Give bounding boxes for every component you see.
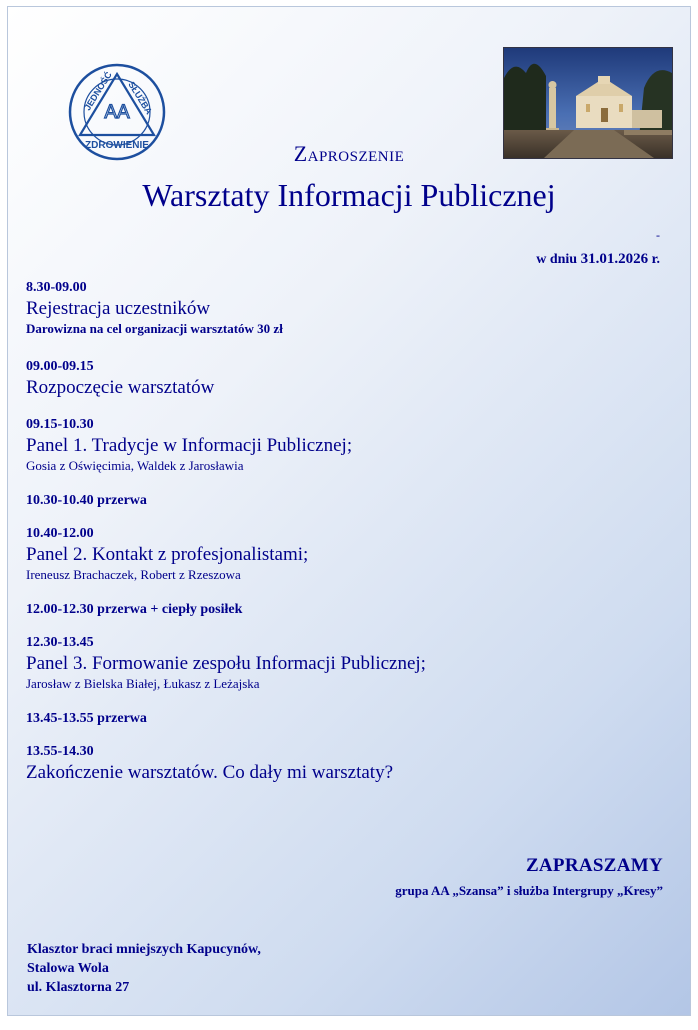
agenda-title: Panel 3. Formowanie zespołu Informacji Publicznej; — [26, 653, 426, 674]
address-line-1: Klasztor braci mniejszych Kapucynów, — [27, 942, 261, 957]
logo-text-right: SŁUŻBA — [126, 79, 155, 117]
agenda-time: 10.30-10.40 przerwa — [26, 493, 147, 508]
agenda-item-opening — [26, 358, 666, 399]
agenda — [26, 279, 666, 784]
agenda-item-break-2 — [26, 710, 666, 727]
agenda-detail: Gosia z Oświęcimia, Waldek z Jarosławia — [26, 458, 244, 473]
agenda-time: 09.00-09.15 — [26, 359, 94, 374]
agenda-item-panel-2 — [26, 525, 666, 584]
date-suffix: r. — [651, 252, 660, 267]
agenda-item-panel-3 — [26, 634, 666, 693]
agenda-detail: Jarosław z Bielska Białej, Łukasz z Leżajska — [26, 676, 260, 691]
agenda-item-lunch — [26, 601, 666, 618]
agenda-item-break-1 — [26, 492, 666, 509]
hosts-line: grupa AA „Szansa” i służba Intergrupy „Kresy” — [395, 883, 663, 898]
address-line-3: ul. Klasztorna 27 — [27, 980, 130, 995]
logo-center-text: AA — [104, 102, 130, 123]
agenda-item-panel-1 — [26, 416, 666, 475]
event-date — [536, 251, 660, 268]
agenda-time: 12.30-13.45 — [26, 635, 94, 650]
closing-block — [395, 855, 663, 899]
agenda-item-closing — [26, 743, 666, 784]
agenda-time: 12.00-12.30 przerwa + ciepły posiłek — [26, 602, 243, 617]
invitation-label: Zaproszenie — [293, 141, 405, 166]
page-title: Warsztaty Informacji Publicznej — [142, 177, 556, 213]
address-line-2: Stalowa Wola — [27, 961, 109, 976]
invite-heading: ZAPRASZAMY — [525, 855, 663, 876]
venue-address — [27, 940, 261, 997]
dash-mark: - — [656, 228, 660, 242]
agenda-time: 8.30-09.00 — [26, 280, 87, 295]
agenda-item-registration — [26, 279, 666, 338]
agenda-time: 13.55-14.30 — [26, 744, 94, 759]
agenda-time: 10.40-12.00 — [26, 526, 94, 541]
logo-text-left: JEDNOŚĆ — [82, 70, 114, 113]
agenda-title: Panel 2. Kontakt z profesjonalistami; — [26, 544, 309, 565]
agenda-detail: Darowizna na cel organizacji warsztatów 30 zł — [26, 321, 283, 336]
agenda-time: 13.45-13.55 przerwa — [26, 711, 147, 726]
agenda-title: Rejestracja uczestników — [26, 298, 211, 319]
agenda-title: Rozpoczęcie warsztatów — [26, 377, 215, 398]
agenda-time: 09.15-10.30 — [26, 417, 94, 432]
date-prefix: w dniu — [536, 252, 578, 267]
date-value: 31.01.2026 — [580, 251, 649, 267]
logo-text-bottom: ZDROWIENIE — [85, 140, 149, 151]
agenda-title: Panel 1. Tradycje w Informacji Publicznej; — [26, 435, 353, 456]
invitation-page — [7, 6, 691, 1016]
agenda-title: Zakończenie warsztatów. Co dały mi warsztaty? — [26, 762, 394, 783]
agenda-detail: Ireneusz Brachaczek, Robert z Rzeszowa — [26, 567, 241, 582]
